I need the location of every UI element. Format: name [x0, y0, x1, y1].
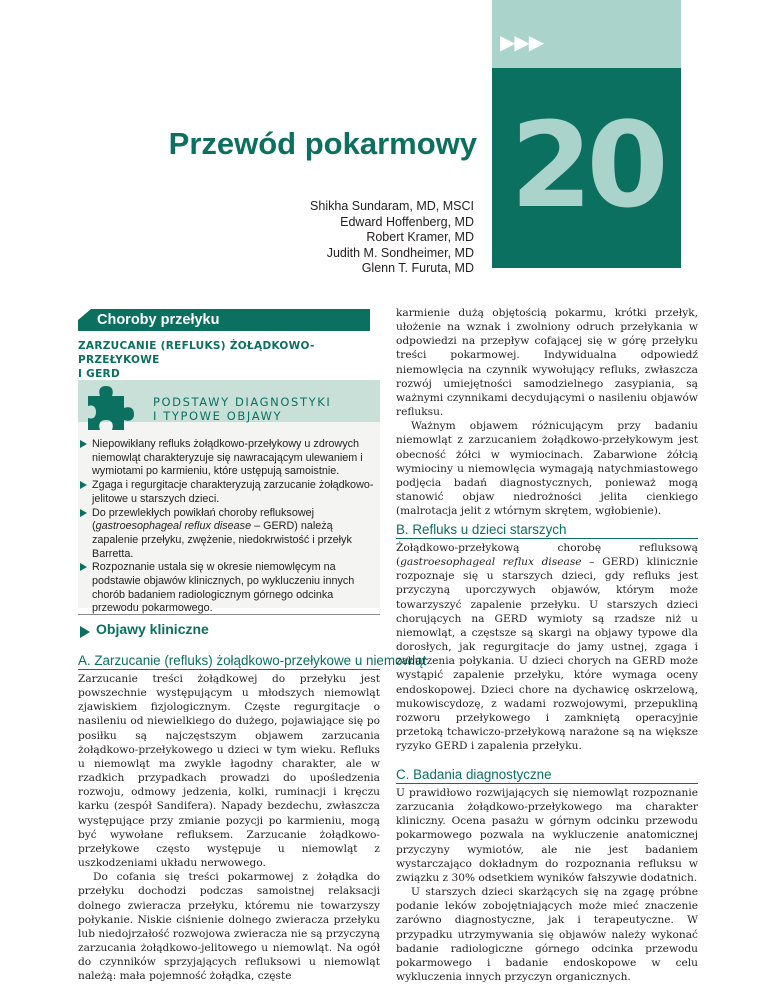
triangle-marker-icon — [80, 626, 90, 638]
diagnostic-list-item — [80, 507, 374, 562]
puzzle-piece-icon — [82, 380, 138, 432]
bullet-triangle-icon — [80, 440, 87, 448]
bullet-triangle-icon — [80, 563, 87, 571]
chapter-arrows-icon: ▶▶▶ — [500, 30, 544, 54]
diagnostic-box-title — [153, 395, 331, 423]
paragraph-text: Żołądkowo-przełykową chorobę refluksową ( — [396, 542, 698, 569]
subheading-a: A. Zarzucanie (refluks) żołądkowo-przełykowe u niemowląt — [78, 653, 427, 668]
diagnostic-list — [80, 438, 374, 616]
topic-heading-line: I GERD — [78, 368, 120, 380]
paragraph: U prawidłowo rozwijających się niemowląt rozpoznanie zarzucania żołądkowo-przełykowego ma charakter kliniczny. Ocena pasażu w górnym odcinku przewodu pokarmowego pozwala na wykluczenie anatomicznej przyczyny wymiotów, ale nie jest badaniem wystarczająco dokładnym do rozpoznania refluksu w związku z 30% odsetkiem wyników fałszywie dodatnich. — [396, 787, 698, 884]
subsection-title: Objawy kliniczne — [96, 621, 209, 637]
diagnostic-list-item — [80, 438, 374, 479]
diagnostic-item-text: Do przewlekłych powikłań choroby refluksowej ( — [92, 506, 315, 533]
diagnostic-item-text: Niepowikłany refluks żołądkowo-przełykowy u zdrowych niemowląt charakteryzuje się nawracającym ulewaniem i wymiotami po karmieniu, które ustępują samoistnie. — [92, 438, 363, 478]
chapter-title: Przewód pokarmowy — [168, 126, 477, 161]
paragraph — [396, 541, 698, 753]
author-list — [310, 199, 474, 277]
paragraph-text: – GERD) klinicznie rozpoznaje się u starszych dzieci, gdy refluks jest przyczyną uporczywych objawów, którym może towarzyszyć zapalenie przełyku. U starszych dzieci chorujących na GERD wymioty są rzadsze niż u niemowląt, a częstsze są skargi na objawy typowe dla dorosłych, jak regurgitacje do jamy ustnej, zgaga i zaburzenia połykania. U dzieci chorych na GERD może wystąpić zapalenie przełyku, które wymaga oceny endoskopowej. Dzieci chore na dychawicę oskrzelową, mukowiscydozę, z wadami rozwojowymi, przepukliną rozworu przełykowego i zamkniętą operacyjnie przetoką tchawiczo-przełykową narażone są na większe ryzyko GERD i zapalenia przełyku. — [396, 556, 698, 753]
diagnostic-item-italic: gastroesophageal reflux disease — [95, 520, 252, 533]
section-header-notch — [78, 309, 91, 320]
diagnostic-list-item — [80, 479, 374, 506]
body-text-continued — [396, 306, 698, 518]
paragraph-italic: gastroesophageal reflux disease — [400, 556, 582, 569]
paragraph: karmienie dużą objętością pokarmu, krótki przełyk, ułożenie na wznak i zwolniony odruch przełykania w odpowiedzi na przepływ cofającej się w górę przełyku treści pokarmowej. Indywidualna odpowiedź niemowlęcia na czynnik wywołujący refluks, zwłaszcza rozwój umiejętności samodzielnego zasypiania, są ważnymi czynnikami decydującymi o nasileniu objawów refluksu. — [396, 307, 698, 419]
diagnostic-item-text: Rozpoznanie ustala się w okresie niemowlęcym na podstawie objawów klinicznych, po wykluczeniu innych chorób badaniem radiologicznym górnego odcinka przewodu pokarmowego. — [92, 561, 355, 615]
diagnostic-item-text: Zgaga i regurgitacje charakteryzują zarzucanie żołądkowo-jelitowe u starszych dzieci. — [92, 479, 374, 505]
subheading-rule — [78, 669, 380, 670]
bullet-triangle-icon — [80, 509, 87, 517]
topic-heading-line: ZARZUCANIE (REFLUKS) ŻOŁĄDKOWO-PRZEŁYKOWE — [78, 340, 315, 366]
body-text-b — [396, 541, 698, 753]
subheading-b: B. Refluks u dzieci starszych — [396, 522, 567, 537]
subheading-c: C. Badania diagnostyczne — [396, 767, 552, 782]
body-text-c — [396, 786, 698, 984]
subheading-rule — [396, 783, 698, 784]
topic-heading — [78, 339, 378, 381]
diagnostic-box-title-line: PODSTAWY DIAGNOSTYKI — [153, 395, 332, 409]
diagnostic-item-text: – GERD) należą zapalenie przełyku, zwężenie, niedokrwistość i przełyk Barretta. — [92, 520, 352, 560]
paragraph: Do cofania się treści pokarmowej z żołądka do przełyku dochodzi podczas samoistnej relaksacji dolnego zwieracza przełyku, któremu nie towarzyszy połykanie. Niskie ciśnienie dolnego zwieracza przełyku lub niedojrzałość rozwojowa zwieracza nie są przyczyną zarzucania żołądkowo-jelitowego u niemowląt. Na ogół do czynników sprzyjających refluksowi u niemowląt należą: mała pojemność żołądka, częste — [78, 871, 380, 983]
diagnostic-list-item — [80, 561, 374, 616]
body-text-a — [78, 672, 380, 983]
bullet-triangle-icon — [80, 481, 87, 489]
author: Shikha Sundaram, MD, MSCI — [310, 199, 474, 213]
diagnostic-box-title-line: I TYPOWE OBJAWY — [153, 409, 283, 423]
author: Edward Hoffenberg, MD — [340, 214, 474, 229]
author: Judith M. Sondheimer, MD — [326, 245, 474, 260]
chapter-number-block — [492, 68, 681, 268]
chapter-number: 20 — [510, 96, 663, 234]
section-title: Choroby przełyku — [97, 312, 220, 328]
author: Robert Kramer, MD — [366, 230, 474, 244]
paragraph: U starszych dzieci skarżących się na zgagę próbne podanie leków zobojętniających może mieć znaczenie zarówno diagnostyczne, jak i terapeutyczne. W przypadku utrzymywania się objawów należy wykonać badanie radiologiczne górnego odcinka przewodu pokarmowego i badanie endoskopowe w celu wykluczenia innych przyczyn organicznych. — [396, 886, 698, 984]
divider — [78, 614, 380, 615]
author: Glenn T. Furuta, MD — [361, 261, 474, 275]
paragraph: Ważnym objawem różnicującym przy badaniu niemowląt z zarzucaniem żołądkowo-przełykowym jest obecność żółci w wymiocinach. Zabarwione żółcią wymiociny u niemowlęcia wymagają natychmiastowego podjęcia badań diagnostycznych, ponieważ mogą stanowić objaw niedrożności jelita cienkiego (malrotacja jelit z wtórnym skrętem, wgłobienie). — [396, 420, 698, 518]
subheading-rule — [396, 538, 698, 539]
paragraph: Zarzucanie treści żołądkowej do przełyku jest powszechnie występującym u młodszych niemowląt zjawiskiem fizjologicznym. Częste regurgitacje o nasileniu od niewielkiego do dużego, pojawiające się po posiłku są najczęstszym objawem zarzucania żołądkowo-przełykowego u dzieci w tym wieku. Refluks u niemowląt ma zwykle łagodny charakter, ale w rzadkich przypadkach prowadzi do upośledzenia rozwoju, odmowy jedzenia, kolki, ruminacji i kręczu karku (zespół Sandifera). Napady bezdechu, zwłaszcza występujące przy zmianie pozycji po karmieniu, mogą być wywołane refluksem. Zarzucanie żołądkowo-przełykowe często występuje u niemowląt z uszkodzeniami układu nerwowego. — [78, 673, 380, 870]
